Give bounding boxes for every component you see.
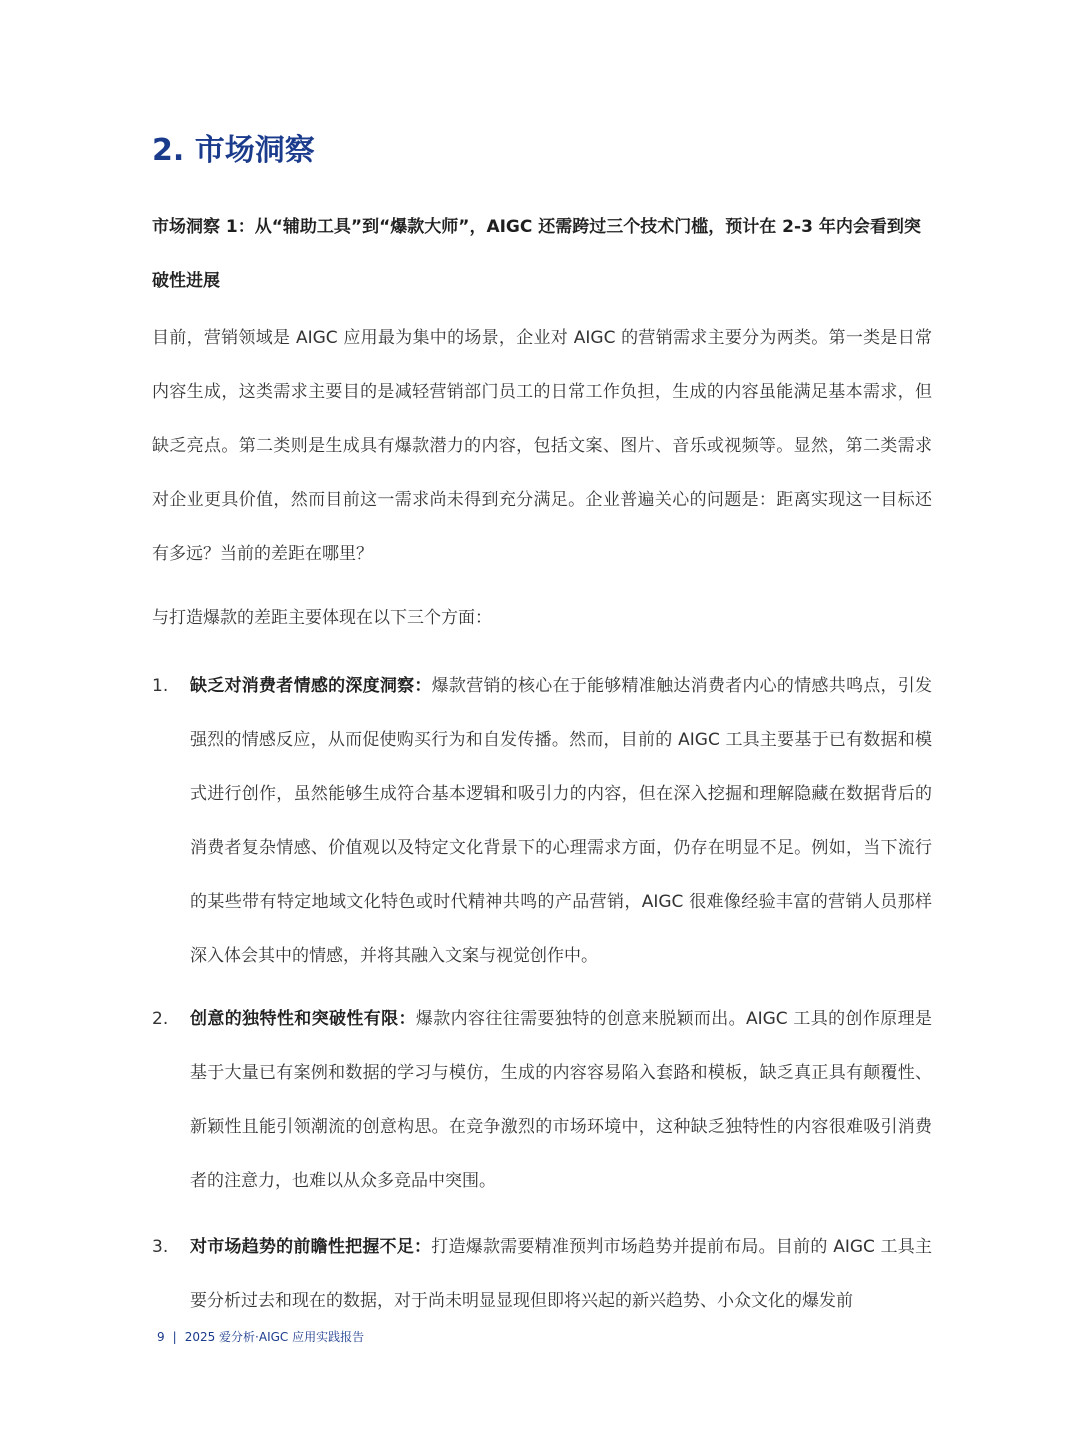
page-footer (157, 1328, 364, 1346)
body-paragraph: 目前，营销领域是 AIGC 应用最为集中的场景，企业对 AIGC 的营销需求主要分为两类。第一类是日常内容生成，这类需求主要目的是减轻营销部门员工的日常工作负担，生成的内容虽能满足基本需求，但缺乏亮点。第二类则是生成具有爆款潜力的内容，包括文案、图片、音乐或视频等。显然，第二类需求对企业更具价值，然而目前这一需求尚未得到充分满足。企业普遍关心的问题是：距离实现这一目标还有多远？当前的差距在哪里？ (152, 328, 932, 564)
list-number: 3. (152, 1237, 169, 1257)
list-item-title: 对市场趋势的前瞻性把握不足： (190, 1237, 432, 1257)
list-item (152, 1220, 932, 1328)
insight-heading: 市场洞察 1：从“辅助工具”到“爆款大师”，AIGC 还需跨过三个技术门槛，预计在 2-3 年内会看到突破性进展 (152, 217, 921, 291)
list-item (152, 659, 932, 983)
list-number: 2. (152, 1009, 169, 1029)
list-item-body (190, 659, 932, 983)
list-item-body (190, 1220, 932, 1328)
list-intro-paragraph: 与打造爆款的差距主要体现在以下三个方面： (152, 608, 492, 628)
footer-separator: | (172, 1330, 177, 1344)
list-item-text: 爆款营销的核心在于能够精准触达消费者内心的情感共鸣点，引发强烈的情感反应，从而促使购买行为和自发传播。然而，目前的 AIGC 工具主要基于已有数据和模式进行创作，虽然能够生成符合基本逻辑和吸引力的内容，但在深入挖掘和理解隐藏在数据背后的消费者复杂情感、价值观以及特定文化背景下的心理需求方面，仍存在明显不足。例如，当下流行的某些带有特定地域文化特色或时代精神共鸣的产品营销，AIGC 很难像经验丰富的营销人员那样深入体会其中的情感，并将其融入文案与视觉创作中。 (190, 676, 933, 966)
report-title: 2025 爱分析·AIGC 应用实践报告 (184, 1330, 365, 1344)
list-item-title: 缺乏对消费者情感的深度洞察： (190, 676, 432, 696)
list-number: 1. (152, 676, 169, 696)
list-item-title: 创意的独特性和突破性有限： (190, 1009, 416, 1029)
list-item (152, 992, 932, 1208)
list-item-text: 打造爆款需要精准预判市场趋势并提前布局。目前的 AIGC 工具主要分析过去和现在的数据，对于尚未明显显现但即将兴起的新兴趋势、小众文化的爆发前 (190, 1237, 932, 1311)
list-item-text: 爆款内容往往需要独特的创意来脱颖而出。AIGC 工具的创作原理是基于大量已有案例和数据的学习与模仿，生成的内容容易陷入套路和模板，缺乏真正具有颠覆性、新颖性且能引领潮流的创意构思。在竞争激烈的市场环境中，这种缺乏独特性的内容很难吸引消费者的注意力，也难以从众多竞品中突围。 (190, 1009, 933, 1191)
page-number: 9 (157, 1330, 165, 1344)
section-title: 2. 市场洞察 (152, 133, 315, 168)
list-item-body (190, 992, 932, 1208)
